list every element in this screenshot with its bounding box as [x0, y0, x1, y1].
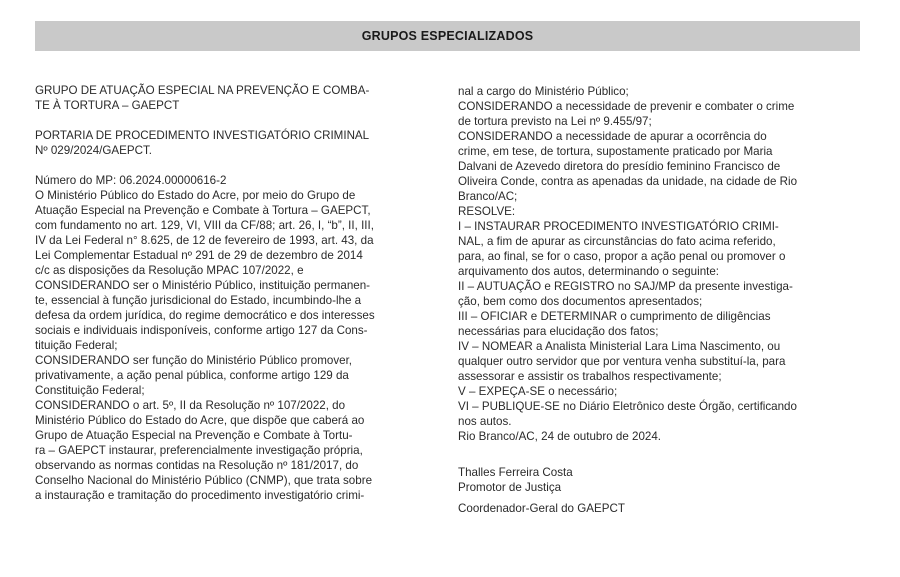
body-line: arquivamento dos autos, determinando o seguinte:	[458, 265, 720, 278]
body-line: crime, em tese, de tortura, supostamente praticado por Maria	[458, 145, 773, 158]
body-line: Oliveira Conde, contra as apenadas da unidade, na cidade de Rio	[458, 175, 798, 188]
body-line: defesa da ordem jurídica, do regime democrático e dos interesses	[35, 309, 375, 322]
body-line: tituição Federal;	[35, 339, 118, 352]
body-line: V – EXPEÇA-SE o necessário;	[458, 385, 618, 398]
portaria-title: PORTARIA DE PROCEDIMENTO INVESTIGATÓRIO CRIMINAL	[35, 129, 370, 142]
body-line: a instauração e tramitação do procedimento investigatório crimi-	[35, 489, 365, 502]
body-line: I – INSTAURAR PROCEDIMENTO INVESTIGATÓRIO CRIMI-	[458, 220, 779, 233]
heading-line: TE À TORTURA – GAEPCT	[35, 99, 180, 112]
body-line: CONSIDERANDO o art. 5º, II da Resolução nº 107/2022, do	[35, 399, 346, 412]
left-column	[35, 83, 445, 503]
body-line: para, ao final, se for o caso, propor a ação penal ou promover o	[458, 250, 786, 263]
body-line: NAL, a fim de apurar as circunstâncias do fato acima referido,	[458, 235, 776, 248]
body-line: Dalvani de Azevedo diretora do presídio feminino Francisco de	[458, 160, 781, 173]
mp-number: Número do MP: 06.2024.00000616-2	[35, 174, 227, 187]
body-line: CONSIDERANDO a necessidade de apurar a ocorrência do	[458, 130, 767, 143]
body-line: de tortura previsto na Lei nº 9.455/97;	[458, 115, 652, 128]
body-line: Ministério Público do Estado do Acre, que dispõe que caberá ao	[35, 414, 365, 427]
body-line: II – AUTUAÇÃO e REGISTRO no SAJ/MP da presente investiga-	[458, 280, 793, 293]
body-line: com fundamento no art. 129, VI, VIII da CF/88; art. 26, I, “b”, II, III,	[35, 219, 374, 232]
body-line: CONSIDERANDO ser função do Ministério Público promover,	[35, 354, 353, 367]
body-line: assessorar e assistir os trabalhos respectivamente;	[458, 370, 722, 383]
signature-title: Coordenador-Geral do GAEPCT	[458, 502, 625, 515]
section-header	[35, 21, 860, 51]
date-line: Rio Branco/AC, 24 de outubro de 2024.	[458, 430, 662, 443]
signature-name: Thalles Ferreira Costa	[458, 466, 573, 479]
body-line: Atuação Especial na Prevenção e Combate à Tortura – GAEPCT,	[35, 204, 371, 217]
right-column	[458, 84, 868, 516]
body-line: IV – NOMEAR a Analista Ministerial Lara Lima Nascimento, ou	[458, 340, 781, 353]
body-line: qualquer outro servidor que por ventura venha substituí-la, para	[458, 355, 786, 368]
body-line: te, essencial à função jurisdicional do Estado, incumbindo-lhe a	[35, 294, 362, 307]
body-line: observando as normas contidas na Resolução nº 181/2017, do	[35, 459, 359, 472]
body-line: nos autos.	[458, 415, 512, 428]
portaria-number: Nº 029/2024/GAEPCT.	[35, 144, 153, 157]
body-line: nal a cargo do Ministério Público;	[458, 85, 629, 98]
body-line: Conselho Nacional do Ministério Público (CNMP), que trata sobre	[35, 474, 373, 487]
body-line: necessárias para elucidação dos fatos;	[458, 325, 659, 338]
body-line: sociais e individuais indisponíveis, conforme artigo 127 da Cons-	[35, 324, 368, 337]
body-line: O Ministério Público do Estado do Acre, por meio do Grupo de	[35, 189, 356, 202]
body-line: CONSIDERANDO ser o Ministério Público, instituição permanen-	[35, 279, 371, 292]
body-line: III – OFICIAR e DETERMINAR o cumprimento de diligências	[458, 310, 771, 323]
body-line: Lei Complementar Estadual nº 291 de 29 de dezembro de 2014	[35, 249, 363, 262]
section-title: GRUPOS ESPECIALIZADOS	[361, 29, 534, 43]
body-line: ra – GAEPCT instaurar, preferencialmente investigação própria,	[35, 444, 363, 457]
resolve-line: RESOLVE:	[458, 205, 516, 218]
body-line: IV da Lei Federal n° 8.625, de 12 de fevereiro de 1993, art. 43, da	[35, 234, 374, 247]
body-line: Branco/AC;	[458, 190, 518, 203]
body-line: Grupo de Atuação Especial na Prevenção e Combate à Tortu-	[35, 429, 353, 442]
signature-role: Promotor de Justiça	[458, 481, 562, 494]
heading-line: GRUPO DE ATUAÇÃO ESPECIAL NA PREVENÇÃO E COMBA-	[35, 84, 370, 97]
body-line: ção, bem como dos documentos apresentados;	[458, 295, 703, 308]
body-line: CONSIDERANDO a necessidade de prevenir e combater o crime	[458, 100, 795, 113]
body-line: Constituição Federal;	[35, 384, 145, 397]
body-line: privativamente, a ação penal pública, conforme artigo 129 da	[35, 369, 349, 382]
body-line: VI – PUBLIQUE-SE no Diário Eletrônico deste Órgão, certificando	[458, 400, 797, 413]
body-line: c/c as disposições da Resolução MPAC 107/2022, e	[35, 264, 304, 277]
